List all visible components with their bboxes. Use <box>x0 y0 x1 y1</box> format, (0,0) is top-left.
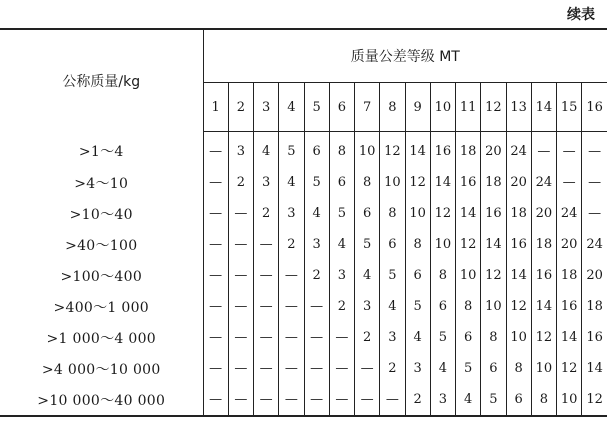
tolerance-cell: 5 <box>304 167 329 198</box>
tolerance-cell: 3 <box>405 353 430 384</box>
tolerance-cell: 12 <box>582 384 607 416</box>
tolerance-cell: 12 <box>405 167 430 198</box>
tolerance-cell: — <box>203 353 228 384</box>
grade-header-4: 4 <box>279 83 304 132</box>
tolerance-cell: 6 <box>456 322 481 353</box>
tolerance-cell: — <box>203 132 228 168</box>
mass-range-label: >1～4 <box>0 132 203 168</box>
table-body <box>0 132 607 417</box>
tolerance-cell: 18 <box>586 299 603 314</box>
tolerance-cell: 20 <box>481 132 506 168</box>
grade-header-11: 11 <box>456 83 481 132</box>
tolerance-cell: 6 <box>405 260 430 291</box>
tolerance-cell: 12 <box>557 353 582 384</box>
tolerance-cell: 24 <box>557 198 582 229</box>
tolerance-cell: — <box>355 384 380 416</box>
tolerance-cell: 18 <box>506 198 531 229</box>
tolerance-cell: 8 <box>531 384 556 416</box>
tolerance-cell: 14 <box>586 361 603 376</box>
tolerance-cell: 2 <box>304 260 329 291</box>
grade-header-13: 13 <box>506 83 531 132</box>
tolerance-cell: 4 <box>456 384 481 416</box>
tolerance-cell: 4 <box>355 260 380 291</box>
tolerance-cell: — <box>588 144 602 159</box>
mass-range-label: >1 000～4 000 <box>0 322 203 353</box>
tolerance-cell: 4 <box>405 322 430 353</box>
mass-range-label: >400～1 000 <box>0 291 203 322</box>
tolerance-cell: — <box>203 291 228 322</box>
tolerance-cell: 20 <box>586 268 603 283</box>
tolerance-cell: 5 <box>329 198 354 229</box>
mass-range-label: >40～100 <box>0 229 203 260</box>
tolerance-cell: — <box>254 291 279 322</box>
table-row <box>0 353 607 384</box>
tolerance-cell: 14 <box>531 291 556 322</box>
tolerance-cell: — <box>329 353 354 384</box>
tolerance-cell: 8 <box>430 260 455 291</box>
tolerance-cell: 5 <box>355 229 380 260</box>
tolerance-cell: — <box>279 384 304 416</box>
tolerance-cell: 4 <box>304 198 329 229</box>
mass-tolerance-table <box>0 28 607 417</box>
tolerance-cell: 6 <box>380 229 405 260</box>
mass-range-label: >4～10 <box>0 167 203 198</box>
tolerance-cell: — <box>228 229 253 260</box>
tolerance-cell: 2 <box>380 353 405 384</box>
tolerance-cell: 10 <box>405 198 430 229</box>
tolerance-cell: — <box>279 322 304 353</box>
grade-header-9: 9 <box>405 83 430 132</box>
tolerance-cell: — <box>329 384 354 416</box>
tolerance-cell: — <box>228 322 253 353</box>
tolerance-cell: 16 <box>531 260 556 291</box>
tolerance-cell: 4 <box>329 229 354 260</box>
tolerance-cell: 4 <box>279 167 304 198</box>
tolerance-cell: — <box>254 353 279 384</box>
grade-header-6: 6 <box>329 83 354 132</box>
tolerance-cell: 14 <box>506 260 531 291</box>
tolerance-cell: — <box>279 353 304 384</box>
tolerance-cell: 5 <box>279 132 304 168</box>
mass-range-label: >10～40 <box>0 198 203 229</box>
tolerance-cell: 24 <box>506 132 531 168</box>
tolerance-cell: — <box>228 384 253 416</box>
tolerance-cell: 8 <box>355 167 380 198</box>
tolerance-cell: 14 <box>405 132 430 168</box>
grade-header-14: 14 <box>531 83 556 132</box>
tolerance-cell: 12 <box>380 132 405 168</box>
tolerance-cell: 10 <box>506 322 531 353</box>
grade-header-12: 12 <box>481 83 506 132</box>
table-row <box>0 291 607 322</box>
tolerance-cell: — <box>203 229 228 260</box>
tolerance-cell: — <box>228 198 253 229</box>
tolerance-cell: 10 <box>481 291 506 322</box>
tolerance-cell: — <box>304 322 329 353</box>
tolerance-cell: — <box>254 384 279 416</box>
table-row <box>0 322 607 353</box>
tolerance-cell: 10 <box>380 167 405 198</box>
tolerance-cell: — <box>228 353 253 384</box>
tolerance-cell: 20 <box>557 229 582 260</box>
tolerance-cell: 2 <box>254 198 279 229</box>
tolerance-cell: 2 <box>405 384 430 416</box>
tolerance-cell: — <box>557 132 582 168</box>
table-row <box>0 260 607 291</box>
tolerance-cell: 2 <box>228 167 253 198</box>
tolerance-cell: 16 <box>430 132 455 168</box>
tolerance-cell: — <box>228 260 253 291</box>
tolerance-cell: 16 <box>586 330 603 345</box>
tolerance-cell: 6 <box>329 167 354 198</box>
tolerance-cell: — <box>304 384 329 416</box>
tolerance-cell: — <box>228 291 253 322</box>
tolerance-cell: 6 <box>355 198 380 229</box>
nominal-mass-header: 公称质量/kg <box>0 29 203 132</box>
tolerance-cell: 3 <box>430 384 455 416</box>
grade-header-8: 8 <box>380 83 405 132</box>
tolerance-cell: 8 <box>405 229 430 260</box>
tolerance-cell: — <box>203 260 228 291</box>
tolerance-cell: — <box>355 353 380 384</box>
tolerance-cell: 6 <box>506 384 531 416</box>
tolerance-cell: 14 <box>481 229 506 260</box>
table-row <box>0 167 607 198</box>
tolerance-cell: 12 <box>456 229 481 260</box>
tolerance-cell: 5 <box>481 384 506 416</box>
tolerance-cell: — <box>304 353 329 384</box>
tolerance-cell: 12 <box>430 198 455 229</box>
grade-header-15: 15 <box>557 83 582 132</box>
tolerance-cell: 16 <box>557 291 582 322</box>
tolerance-cell: 3 <box>304 229 329 260</box>
tolerance-cell: 8 <box>481 322 506 353</box>
grade-header-16: 16 <box>582 83 607 132</box>
tolerance-cell: 4 <box>430 353 455 384</box>
tolerance-cell: — <box>329 322 354 353</box>
tolerance-cell: — <box>203 198 228 229</box>
tolerance-cell: — <box>203 384 228 416</box>
tolerance-cell: 14 <box>430 167 455 198</box>
tolerance-cell: 18 <box>481 167 506 198</box>
tolerance-cell: 18 <box>456 132 481 168</box>
tolerance-cell: 14 <box>557 322 582 353</box>
tolerance-cell: — <box>254 322 279 353</box>
tolerance-cell: — <box>254 260 279 291</box>
table-row <box>0 198 607 229</box>
tolerance-cell: 6 <box>430 291 455 322</box>
tolerance-cell: 18 <box>557 260 582 291</box>
grade-header-5: 5 <box>304 83 329 132</box>
tolerance-cell: — <box>254 229 279 260</box>
tolerance-grade-group-header: 质量公差等级 MT <box>203 29 607 83</box>
tolerance-cell: 16 <box>456 167 481 198</box>
tolerance-cell: 10 <box>355 132 380 168</box>
tolerance-cell: — <box>380 384 405 416</box>
tolerance-cell: 20 <box>506 167 531 198</box>
tolerance-cell: 2 <box>355 322 380 353</box>
tolerance-cell: — <box>203 322 228 353</box>
tolerance-cell: 12 <box>506 291 531 322</box>
tolerance-cell: 10 <box>531 353 556 384</box>
tolerance-cell: 3 <box>228 132 253 168</box>
tolerance-cell: 16 <box>481 198 506 229</box>
tolerance-cell: — <box>304 291 329 322</box>
tolerance-cell: 10 <box>557 384 582 416</box>
tolerance-cell: 2 <box>279 229 304 260</box>
tolerance-cell: 20 <box>531 198 556 229</box>
tolerance-cell: 3 <box>355 291 380 322</box>
tolerance-cell: 3 <box>254 167 279 198</box>
table-row <box>0 229 607 260</box>
tolerance-cell: 10 <box>456 260 481 291</box>
tolerance-cell: 5 <box>456 353 481 384</box>
table-row <box>0 132 607 168</box>
tolerance-cell: 8 <box>380 198 405 229</box>
tolerance-cell: 5 <box>430 322 455 353</box>
mass-range-label: >4 000～10 000 <box>0 353 203 384</box>
tolerance-cell: 8 <box>506 353 531 384</box>
grade-header-7: 7 <box>355 83 380 132</box>
tolerance-cell: 8 <box>329 132 354 168</box>
grade-header-10: 10 <box>430 83 455 132</box>
tolerance-cell: — <box>588 206 602 221</box>
tolerance-cell: — <box>279 260 304 291</box>
tolerance-cell: 3 <box>380 322 405 353</box>
tolerance-cell: 10 <box>430 229 455 260</box>
tolerance-cell: — <box>531 132 556 168</box>
grade-header-2: 2 <box>228 83 253 132</box>
tolerance-cell: 5 <box>405 291 430 322</box>
tolerance-cell: 12 <box>531 322 556 353</box>
tolerance-cell: 6 <box>304 132 329 168</box>
tolerance-cell: — <box>588 175 602 190</box>
tolerance-cell: 8 <box>456 291 481 322</box>
tolerance-cell: 16 <box>506 229 531 260</box>
tolerance-cell: — <box>557 167 582 198</box>
tolerance-cell: 24 <box>586 237 603 252</box>
grade-header-1: 1 <box>203 83 228 132</box>
tolerance-cell: 2 <box>329 291 354 322</box>
tolerance-cell: — <box>203 167 228 198</box>
mass-range-label: >10 000～40 000 <box>0 384 203 416</box>
mass-range-label: >100～400 <box>0 260 203 291</box>
tolerance-cell: 12 <box>481 260 506 291</box>
tolerance-cell: 18 <box>531 229 556 260</box>
continued-table-caption: 续表 <box>567 7 595 23</box>
tolerance-cell: 3 <box>329 260 354 291</box>
grade-header-3: 3 <box>254 83 279 132</box>
table-row <box>0 384 607 416</box>
tolerance-cell: 6 <box>481 353 506 384</box>
tolerance-cell: 14 <box>456 198 481 229</box>
tolerance-cell: 3 <box>279 198 304 229</box>
tolerance-cell: 4 <box>380 291 405 322</box>
tolerance-cell: 24 <box>531 167 556 198</box>
tolerance-cell: — <box>279 291 304 322</box>
tolerance-cell: 5 <box>380 260 405 291</box>
tolerance-cell: 4 <box>254 132 279 168</box>
